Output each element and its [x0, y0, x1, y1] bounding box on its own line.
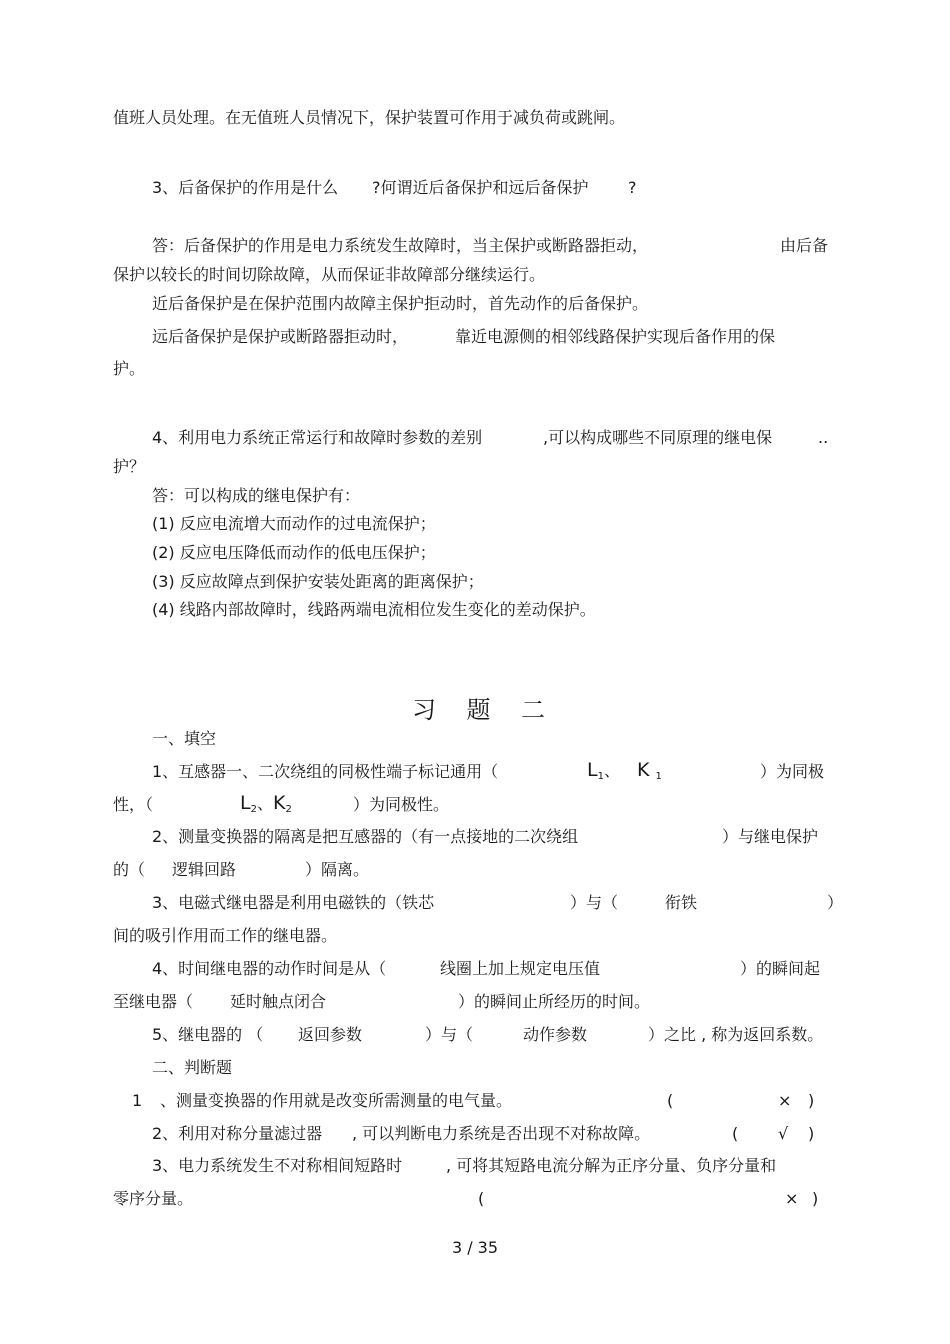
judge-3-close: ): [812, 1189, 819, 1208]
q4-question: 4、利用电力系统正常运行和故障时参数的差别: [152, 428, 483, 447]
fill-1-answer-2: $L_2$、$K_2$: [240, 792, 292, 815]
fill-5-answer: 返回参数: [298, 1025, 363, 1044]
fill-4-answer: 线圈上加上规定电压值: [440, 959, 601, 978]
q3-answer-line: 护。: [113, 359, 146, 378]
judge-3-open: (: [478, 1189, 485, 1208]
fill-2-cont-end: ）隔离。: [305, 860, 370, 879]
judge-2-mark: √: [778, 1124, 789, 1143]
judge-1-num: 1: [132, 1091, 143, 1110]
q3-answer-line: 保护以较长的时间切除故障，从而保证非故障部分继续运行。: [113, 265, 546, 284]
q4-question-part: ,可以构成哪些不同原理的继电保: [543, 428, 773, 447]
fill-1-cont: 性，（: [113, 795, 154, 814]
judge-2: 2、利用对称分量滤过器: [152, 1124, 323, 1143]
q3-answer-line: 靠近电源侧的相邻线路保护实现后备作用的保: [455, 327, 776, 346]
intro-line: 值班人员处理。在无值班人员情况下，保护装置可作用于减负荷或跳闸。: [113, 108, 626, 127]
judge-3: 3、电力系统发生不对称相间短路时: [152, 1156, 403, 1175]
fill-5-answer-2: 动作参数: [523, 1025, 588, 1044]
fill-5-mid: ）与（: [425, 1025, 474, 1044]
fill-4-cont: 至继电器（: [113, 992, 194, 1011]
judge-1-open: (: [667, 1091, 674, 1110]
fill-2: 2、测量变换器的隔离是把互感器的（有一点接地的二次绕组: [152, 827, 579, 846]
q3-answer-line-end: 由后备: [780, 236, 829, 255]
fill-5-end: ）之比 , 称为返回系数。: [648, 1025, 824, 1044]
judge-3-end: 零序分量。: [113, 1189, 194, 1208]
q3-question-mark: ?: [628, 178, 637, 197]
fill-1-cont-end: ）为同极性。: [353, 795, 450, 814]
q3-question: 3、后备保护的作用是什么: [152, 178, 339, 197]
q4-question-end: 护？: [113, 457, 146, 476]
fill-2-end: ）与继电保护: [722, 827, 819, 846]
fill-heading: 一、填空: [152, 729, 217, 748]
judge-2-close: ): [808, 1124, 815, 1143]
judge-1-close: ): [808, 1091, 815, 1110]
fill-3-close: ）: [827, 893, 844, 912]
q4-item: (1) 反应电流增大而动作的过电流保护；: [152, 514, 436, 533]
q3-question-part: ?何谓近后备保护和远后备保护: [372, 178, 589, 197]
judge-1-mark: ×: [778, 1091, 792, 1110]
page-number: 3 / 35: [451, 1238, 499, 1257]
fill-1-answer-L: $L_1$、: [587, 759, 620, 782]
judge-3-cont: , 可将其短路电流分解为正序分量、负序分量和: [446, 1156, 777, 1175]
section-title: 习 题 二: [412, 696, 546, 724]
q4-answer: 答：可以构成的继电保护有：: [152, 486, 361, 505]
fill-4: 4、时间继电器的动作时间是从（: [152, 959, 387, 978]
fill-2-answer: 逻辑回路: [172, 860, 237, 879]
judge-3-mark: ×: [785, 1189, 799, 1208]
judge-heading: 二、判断题: [152, 1058, 233, 1077]
fill-3-mid: ）与（: [570, 893, 619, 912]
judge-1: 、测量变换器的作用就是改变所需测量的电气量。: [160, 1091, 513, 1110]
fill-1-answer-K: K $_1$: [637, 759, 662, 782]
judge-2-open: (: [732, 1124, 739, 1143]
q4-item: (3) 反应故障点到保护安装处距离的距离保护；: [152, 572, 484, 591]
fill-1-end: ）为同极: [760, 762, 825, 781]
fill-4-end: ）的瞬间起: [740, 959, 821, 978]
q4-item: (4) 线路内部故障时，线路两端电流相位发生变化的差动保护。: [152, 600, 596, 619]
q3-answer-line: 近后备保护是在保护范围内故障主保护拒动时，首先动作的后备保护。: [152, 294, 649, 313]
fill-2-cont: 的（: [113, 860, 146, 879]
judge-2-cont: , 可以判断电力系统是否出现不对称故障。: [352, 1124, 651, 1143]
fill-5: 5、继电器的 （: [152, 1025, 264, 1044]
fill-3-cont: 间的吸引作用而工作的继电器。: [113, 926, 338, 945]
q3-answer-line: 答：后备保护的作用是电力系统发生故障时，当主保护或断路器拒动，: [152, 236, 649, 255]
fill-4-cont-end: ）的瞬间止所经历的时间。: [458, 992, 651, 1011]
fill-3: 3、电磁式继电器是利用电磁铁的（铁芯: [152, 893, 435, 912]
fill-3-answer: 衔铁: [665, 893, 698, 912]
fill-4-answer-2: 延时触点闭合: [230, 992, 327, 1011]
q4-item: (2) 反应电压降低而动作的低电压保护；: [152, 543, 436, 562]
fill-1: 1、互感器一、二次绕组的同极性端子标记通用（: [152, 762, 499, 781]
q4-question-dots: ..: [818, 428, 829, 447]
q3-answer-line: 远后备保护是保护或断路器拒动时，: [152, 327, 409, 346]
